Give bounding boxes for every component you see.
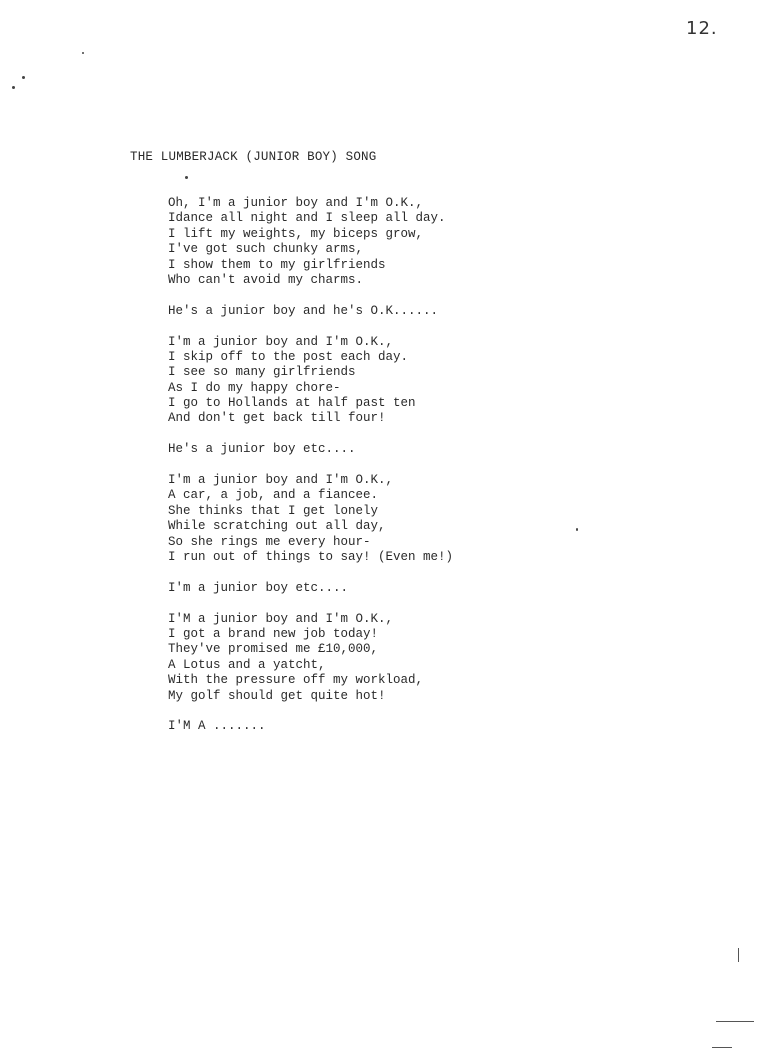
lyric-line: I've got such chunky arms, [168, 242, 364, 257]
lyric-line [168, 288, 453, 303]
lyric-line: I got a brand new job today! [168, 626, 379, 641]
lyric-line: While scratching out all day, [168, 519, 386, 534]
scan-edge-mark [712, 1047, 732, 1048]
lyric-line: I'm a junior boy and I'm O.K., [168, 334, 394, 349]
lyric-line: Who can't avoid my charms. [168, 272, 364, 287]
lyric-line: I show them to my girlfriends [168, 257, 386, 272]
lyric-line: I'm a junior boy and I'm O.K., [168, 473, 394, 488]
lyric-line: A car, a job, and a fiancee. [168, 488, 379, 503]
lyric-line: I'm a junior boy etc.... [168, 580, 349, 595]
lyric-line: Oh, I'm a junior boy and I'm O.K., [168, 196, 424, 210]
lyric-line [168, 704, 453, 719]
lyric-line: She thinks that I get lonely [168, 503, 379, 518]
lyric-line [168, 319, 453, 334]
scan-speck [12, 86, 15, 89]
lyric-line: And don't get back till four! [168, 411, 386, 426]
lyric-line: He's a junior boy and he's O.K...... [168, 303, 439, 318]
scan-speck [22, 76, 25, 79]
scan-speck [185, 176, 188, 179]
scan-speck [576, 528, 578, 531]
scan-edge-mark [716, 1021, 754, 1022]
page-number: 12. [686, 18, 718, 39]
lyric-line: I'M A ....... [168, 719, 266, 734]
lyric-line: I skip off to the post each day. [168, 349, 409, 364]
lyric-line: So she rings me every hour- [168, 534, 371, 549]
lyric-line: I'M a junior boy and I'm O.K., [168, 611, 394, 626]
lyric-line: My golf should get quite hot! [168, 688, 386, 703]
lyric-line: I go to Hollands at half past ten [168, 396, 416, 411]
song-title: THE LUMBERJACK (JUNIOR BOY) SONG [130, 150, 377, 164]
lyrics-block [168, 196, 453, 735]
lyric-line: I lift my weights, my biceps grow, [168, 226, 424, 241]
lyric-line: They've promised me £10,000, [168, 642, 379, 657]
scan-speck [82, 52, 84, 54]
lyric-line: A Lotus and a yatcht, [168, 657, 326, 672]
lyric-line [168, 458, 453, 473]
lyric-line: I see so many girlfriends [168, 365, 356, 380]
scan-edge-mark [738, 948, 739, 962]
lyric-line: He's a junior boy etc.... [168, 442, 356, 457]
lyric-line [168, 427, 453, 442]
lyric-line: With the pressure off my workload, [168, 673, 424, 688]
lyric-line: Idance all night and I sleep all day. [168, 211, 446, 226]
lyric-line [168, 596, 453, 611]
lyric-line: I run out of things to say! (Even me!) [168, 549, 454, 564]
lyric-line [168, 565, 453, 580]
lyric-line: As I do my happy chore- [168, 380, 341, 395]
